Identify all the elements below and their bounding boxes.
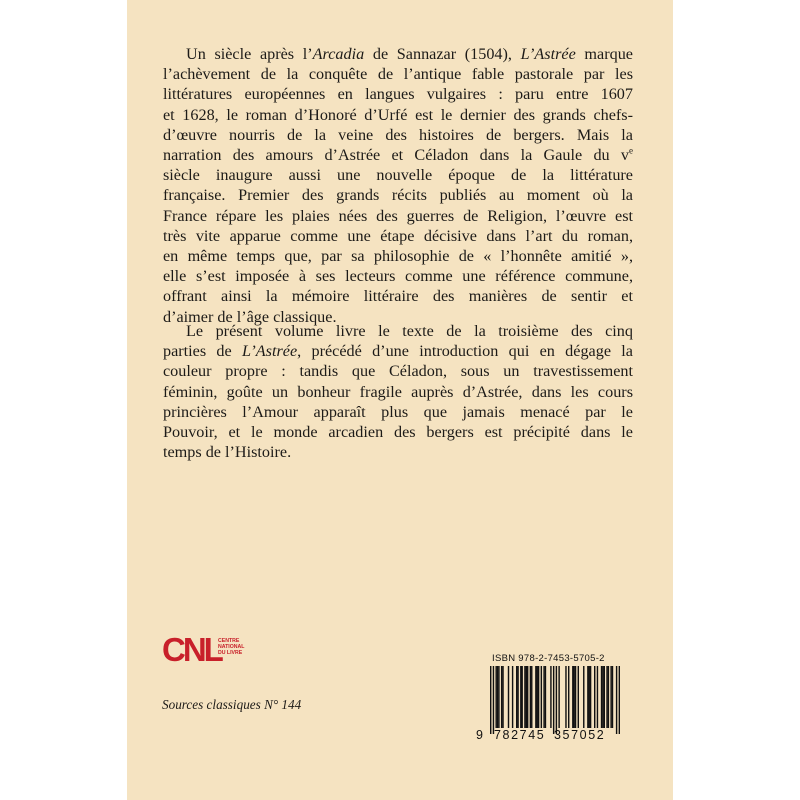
text-line: féminin, goûte un bonheur fragile auprès d’Astrée, dans les cours xyxy=(163,382,633,401)
text-line: l’achèvement de la conquête de l’antique fable pastorale par les xyxy=(163,65,633,84)
barcode-bar xyxy=(502,666,503,728)
text-line: Un siècle après l’Arcadia de Sannazar (1504), L’Astrée marque xyxy=(186,45,633,63)
barcode-bar xyxy=(601,666,602,728)
logo-letters: CNL xyxy=(162,631,221,668)
barcode-bar xyxy=(517,666,518,728)
logo-caption-1: CENTRE xyxy=(218,638,240,644)
barcode-bars xyxy=(490,666,620,736)
barcode-bar xyxy=(541,666,542,728)
text-line: en même temps que, par sa philosophie de « l’honnête amitié », xyxy=(163,247,633,266)
text-line: d’aimer de l’âge classique. xyxy=(163,307,337,326)
series-title: Sources classiques N° 144 xyxy=(162,697,302,712)
barcode-bar xyxy=(587,666,588,728)
barcode-bar xyxy=(537,666,538,728)
cnl-logo-mark xyxy=(162,630,250,668)
barcode-bar xyxy=(573,666,574,728)
text-line: Pouvoir, et le monde arcadien des bergers est précipité dans le xyxy=(163,423,633,442)
text-line: très vite apparue comme une étape décisive dans l’art du roman, xyxy=(163,226,633,245)
barcode-bar xyxy=(527,666,528,728)
barcode-bar xyxy=(608,666,609,728)
barcode-bar xyxy=(572,666,573,728)
barcode-bar xyxy=(604,666,605,728)
barcode-bar xyxy=(575,666,576,728)
text-line: Le présent volume livre le texte de la troisième des cinq xyxy=(186,322,633,340)
text-line: offrant ainsi la mémoire littéraire des manières de sentir et xyxy=(163,287,633,306)
text-line: d’œuvre nourris de la veine des histoires de bergers. Mais la xyxy=(163,125,633,144)
barcode-bar xyxy=(531,666,532,728)
barcode-bar xyxy=(497,666,498,728)
cnl-logo xyxy=(162,630,250,668)
text-line: siècle inaugure aussi une nouvelle époque de la littérature xyxy=(163,166,633,185)
barcode-bar xyxy=(495,666,496,728)
isbn-label: ISBN 978-2-7453-5705-2 xyxy=(492,653,605,664)
ean-right-group: 357052 xyxy=(554,728,606,742)
barcode-bar xyxy=(594,666,595,728)
logo-caption-3: DU LIVRE xyxy=(218,650,243,656)
barcode-bar xyxy=(501,666,502,728)
barcode-bar xyxy=(558,666,559,728)
barcode-bar xyxy=(616,666,617,734)
barcode-bar xyxy=(493,666,494,734)
barcode-bar xyxy=(568,666,569,728)
barcode-bar xyxy=(612,666,613,728)
barcode-bar xyxy=(524,666,525,728)
text-line: française. Premier des grands récits publiés au moment où la xyxy=(163,186,633,205)
text-line: et 1628, le roman d’Honoré d’Urfé est le dernier des grands chefs- xyxy=(163,105,633,124)
barcode-bar xyxy=(535,666,536,728)
logo-caption-2: NATIONAL xyxy=(218,644,245,650)
barcode-bar xyxy=(490,666,491,734)
text-line: temps de l’Histoire. xyxy=(163,443,292,462)
barcode-bar xyxy=(589,666,590,728)
barcode-bar xyxy=(578,666,579,728)
barcode-bar xyxy=(520,666,521,728)
barcode-bar xyxy=(543,666,544,728)
barcode-bar xyxy=(545,666,546,728)
summary-paragraph-1 xyxy=(163,44,633,327)
barcode-bar xyxy=(512,666,513,728)
barcode-bar xyxy=(498,666,499,728)
barcode-bar xyxy=(538,666,539,728)
text-line: narration des amours d’Astrée et Céladon dans la Gaule du $v^e$ xyxy=(163,145,633,165)
barcode-bar xyxy=(590,666,591,728)
text-line: France répare les plaies nées des guerres de Religion, l’œuvre est xyxy=(163,206,633,225)
text-line: littératures européennes en langues vulgaires : paru entre 1607 xyxy=(163,85,633,104)
ean-first-digit: 9 xyxy=(476,728,483,742)
text-line: elle s’est imposée à ses lecteurs comme une référence commune, xyxy=(163,267,633,286)
barcode-bar xyxy=(606,666,607,728)
barcode-bar xyxy=(597,666,598,728)
isbn-barcode xyxy=(476,653,626,743)
barcode-bar xyxy=(526,666,527,728)
barcode-bar xyxy=(565,666,566,728)
back-cover xyxy=(127,0,673,800)
barcode-bar xyxy=(521,666,522,728)
text-line: couleur propre : tandis que Céladon, sous un travestissement xyxy=(163,362,633,381)
barcode-bar xyxy=(530,666,531,728)
barcode-bar xyxy=(550,666,551,728)
ean-left-group: 782745 xyxy=(494,728,546,742)
text-line: parties de L’Astrée, précédé d’une introduction qui en dégage la xyxy=(163,342,633,361)
summary-paragraph-2 xyxy=(163,321,633,462)
barcode-bar xyxy=(508,666,509,728)
barcode-bar xyxy=(583,666,584,728)
barcode-bar xyxy=(610,666,611,728)
text-line: princières l’Amour apparaît plus que jamais menacé par le xyxy=(163,402,633,421)
barcode-bar xyxy=(619,666,620,734)
barcode-bar xyxy=(516,666,517,728)
barcode-bar xyxy=(553,666,554,734)
barcode-bar xyxy=(602,666,603,728)
barcode-bar xyxy=(556,666,557,734)
